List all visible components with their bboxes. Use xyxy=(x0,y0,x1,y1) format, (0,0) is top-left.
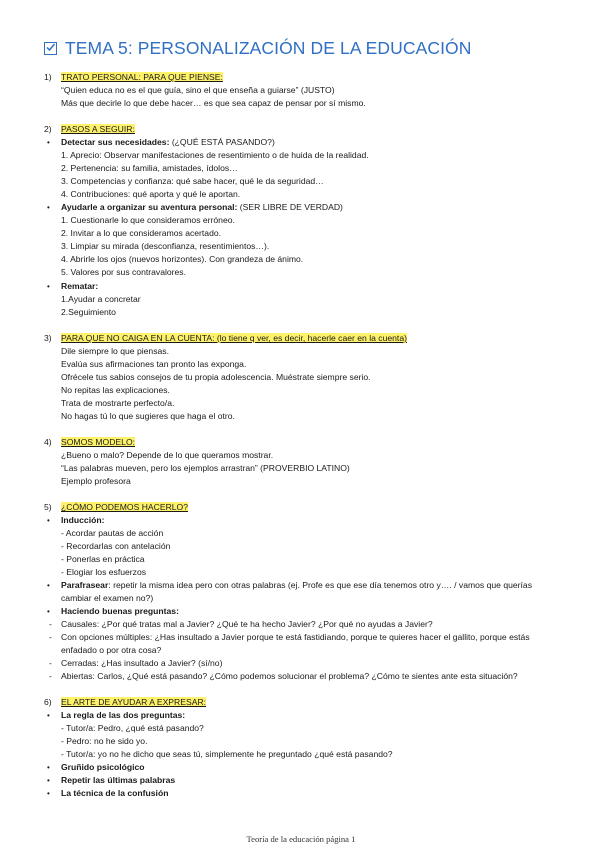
text-line: - Acordar pautas de acción xyxy=(61,528,164,538)
bullet-icon: • xyxy=(47,203,50,212)
section-heading: SOMOS MODELO: xyxy=(61,437,136,447)
text-line: Causales: ¿Por qué tratas mal a Javier? ¿Qué te ha hecho Javier? ¿Por qué no ayudas a Javier? xyxy=(61,619,433,629)
text-line: Dile siempre lo que piensas. xyxy=(61,346,169,356)
list-item: Gruñido psicológico xyxy=(61,762,145,772)
bullet-icon: • xyxy=(47,789,50,798)
text-line: - Pedro: no he sido yo. xyxy=(61,736,148,746)
text-line: enfadado o por otra cosa? xyxy=(61,645,162,655)
section-heading: PARA QUE NO CAIGA EN LA CUENTA: (lo tiene q ver, es decir, hacerle caer en la cuenta) xyxy=(61,333,407,343)
text-line: 3. Competencias y confianza: qué sabe hacer, qué le da seguridad… xyxy=(61,176,324,186)
bullet-icon: • xyxy=(47,516,50,525)
list-item: Inducción: xyxy=(61,515,105,525)
bullet-icon: • xyxy=(47,607,50,616)
dash-icon: - xyxy=(49,658,52,668)
text-line: - Ponerlas en práctica xyxy=(61,554,145,564)
text-line: 4. Contribuciones: qué aporta y qué le aportan. xyxy=(61,189,241,199)
text-line: - Tutor/a: yo no he dicho que seas tú, simplemente he preguntado ¿qué está pasando? xyxy=(61,749,393,759)
bullet-icon: • xyxy=(47,138,50,147)
text-line: Trata de mostrarte perfecto/a. xyxy=(61,398,175,408)
list-item: Parafrasear: repetir la misma idea pero con otras palabras (ej. Profe es que ese día tenemos otro y…. / vamos que querías xyxy=(61,580,533,590)
text-line: Ofrécele tus sabios consejos de tu propia adolescencia. Muéstrate siempre serio. xyxy=(61,372,371,382)
text-line: Abiertas: Carlos, ¿Qué está pasando? ¿Cómo podemos solucionar el problema? ¿Cómo te sientes ante esta situación? xyxy=(61,671,518,681)
text-line: 1. Aprecio: Observar manifestaciones de resentimiento o de huida de la realidad. xyxy=(61,150,369,160)
text-line: No hagas tú lo que sugieres que haga el otro. xyxy=(61,411,235,421)
text-line: cambiar el examen no?) xyxy=(61,593,154,603)
text-line: Evalúa sus afirmaciones tan pronto las exponga. xyxy=(61,359,247,369)
text-line: 1. Cuestionarle lo que consideramos erróneo. xyxy=(61,215,235,225)
dash-icon: - xyxy=(49,632,52,642)
bullet-icon: • xyxy=(47,776,50,785)
list-item: Rematar: xyxy=(61,281,99,291)
dash-icon: - xyxy=(49,671,52,681)
section-number: 3) xyxy=(44,333,52,343)
text-line: “Las palabras mueven, pero los ejemplos arrastran” (PROVERBIO LATINO) xyxy=(61,463,350,473)
text-line: - Recordarlas con antelación xyxy=(61,541,171,551)
text-line: 5. Valores por sus contravalores. xyxy=(61,267,186,277)
bullet-icon: • xyxy=(47,282,50,291)
text-line: - Elogiar los esfuerzos xyxy=(61,567,147,577)
title-text: TEMA 5: PERSONALIZACIÓN DE LA EDUCACIÓN xyxy=(65,38,472,58)
text-line: “Quien educa no es el que guía, sino el que enseña a guiarse” (JUSTO) xyxy=(61,85,335,95)
text-line: 2.Seguimiento xyxy=(61,307,116,317)
section-number: 2) xyxy=(44,124,52,134)
list-item: Repetir las últimas palabras xyxy=(61,775,176,785)
section-heading: EL ARTE DE AYUDAR A EXPRESAR: xyxy=(61,697,207,707)
dash-icon: - xyxy=(49,619,52,629)
list-item: Detectar sus necesidades: (¿QUÉ ESTÁ PASANDO?) xyxy=(61,137,275,147)
list-item: La regla de las dos preguntas: xyxy=(61,710,186,720)
text-line: Más que decirle lo que debe hacer… es que sea capaz de pensar por sí mismo. xyxy=(61,98,366,108)
section-heading: PASOS A SEGUIR: xyxy=(61,124,135,134)
text-line: Ejemplo profesora xyxy=(61,476,131,486)
section-heading: TRATO PERSONAL: PARA QUE PIENSE: xyxy=(61,72,223,82)
section-heading: ¿CÓMO PODEMOS HACERLO? xyxy=(61,502,189,512)
list-item: Ayudarle a organizar su aventura personal: (SER LIBRE DE VERDAD) xyxy=(61,202,343,212)
bullet-icon: • xyxy=(47,581,50,590)
list-item: Haciendo buenas preguntas: xyxy=(61,606,179,616)
text-line: No repitas las explicaciones. xyxy=(61,385,170,395)
page-title xyxy=(44,38,472,59)
text-line: 1.Ayudar a concretar xyxy=(61,294,141,304)
page-footer: Teoría de la educación página 1 xyxy=(246,834,356,844)
bullet-icon: • xyxy=(47,711,50,720)
section-number: 5) xyxy=(44,502,52,512)
section-number: 4) xyxy=(44,437,52,447)
text-line: 2. Invitar a lo que consideramos acertado. xyxy=(61,228,222,238)
text-line: Cerradas: ¿Has insultado a Javier? (sí/no) xyxy=(61,658,223,668)
text-line: Con opciones múltiples: ¿Has insultado a Javier porque te está fastidiando, porque te quieres hacer el gallito, porque estás xyxy=(61,632,530,642)
section-number: 6) xyxy=(44,697,52,707)
text-line: 3. Limpiar su mirada (desconfianza, resentimientos…). xyxy=(61,241,270,251)
text-line: 2. Pertenencia: su familia, amistades, ídolos… xyxy=(61,163,238,173)
text-line: 4. Abrirle los ojos (nuevos horizontes). Con grandeza de ánimo. xyxy=(61,254,304,264)
text-line: - Tutor/a: Pedro, ¿qué está pasando? xyxy=(61,723,204,733)
checkbox-icon[interactable] xyxy=(44,42,57,55)
section-number: 1) xyxy=(44,72,52,82)
list-item: La técnica de la confusión xyxy=(61,788,169,798)
bullet-icon: • xyxy=(47,763,50,772)
text-line: ¿Bueno o malo? Depende de lo que queramos mostrar. xyxy=(61,450,274,460)
